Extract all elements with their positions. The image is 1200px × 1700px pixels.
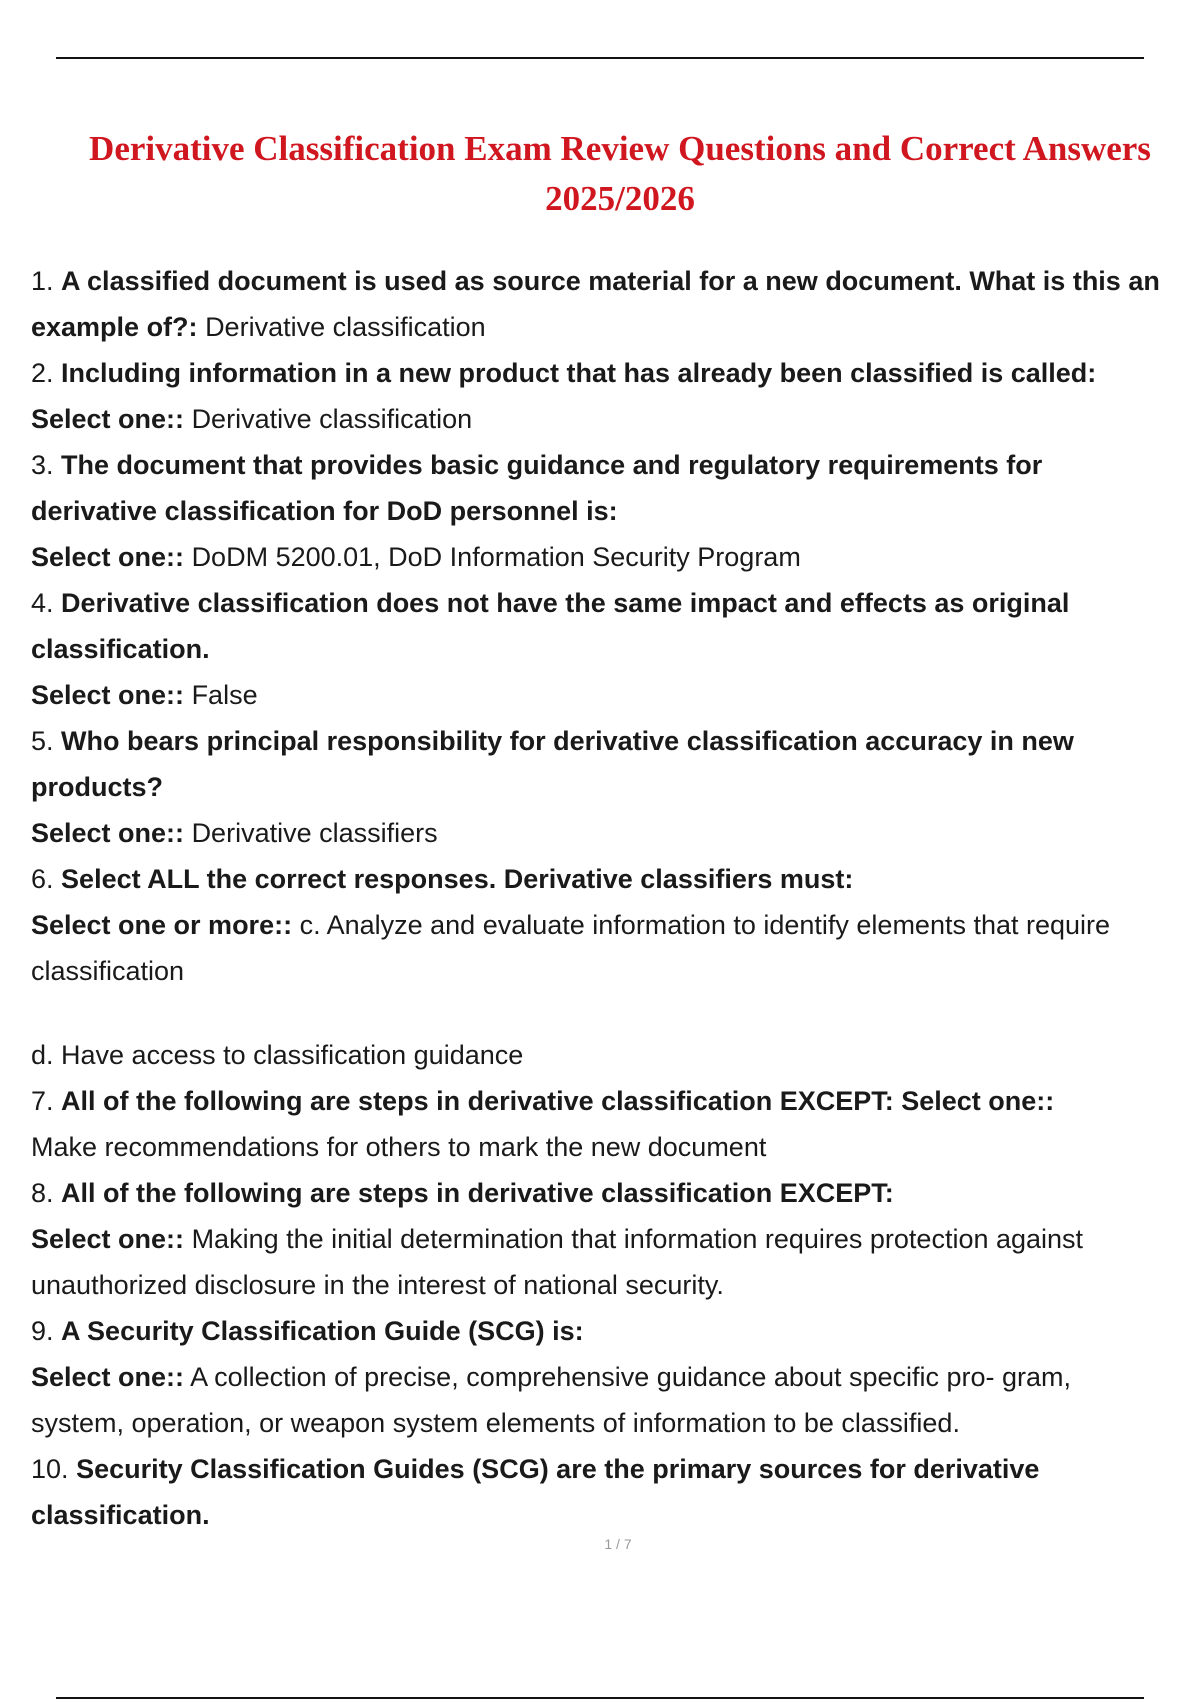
question-text: example of?: xyxy=(31,312,198,342)
answer-text: Derivative classification xyxy=(205,312,486,342)
question-text: products? xyxy=(31,772,163,802)
question-item xyxy=(31,1078,1171,1170)
question-number: 1. xyxy=(31,266,54,296)
question-text: All of the following are steps in derivative classification EXCEPT: xyxy=(61,1178,894,1208)
question-number: 2. xyxy=(31,358,54,388)
question-number: 5. xyxy=(31,726,54,756)
question-text: All of the following are steps in derivative classification EXCEPT: Select one:: xyxy=(61,1086,1055,1116)
answer-text: system, operation, or weapon system elements of information to be classified. xyxy=(31,1408,960,1438)
answer-text: A collection of precise, comprehensive guidance about specific pro- gram, xyxy=(190,1362,1072,1392)
question-text: A classified document is used as source material for a new document. What is this an xyxy=(61,266,1160,296)
answer-text: c. Analyze and evaluate information to identify elements that require xyxy=(299,910,1111,940)
answer-text: Making the initial determination that information requires protection against xyxy=(191,1224,1084,1254)
question-item xyxy=(31,718,1171,856)
title-line-1: Derivative Classification Exam Review Questions and Correct Answers xyxy=(89,129,1151,168)
question-number: 8. xyxy=(31,1178,54,1208)
question-number: 3. xyxy=(31,450,54,480)
question-item xyxy=(31,580,1171,718)
spacer xyxy=(31,994,1171,1032)
select-label: Select one or more:: xyxy=(31,910,293,940)
question-item xyxy=(31,442,1171,580)
answer-text: Derivative classifiers xyxy=(191,818,438,848)
question-item xyxy=(31,258,1171,350)
question-item xyxy=(31,1170,1171,1308)
question-item xyxy=(31,1446,1171,1538)
question-text: classification. xyxy=(31,1500,210,1530)
question-item xyxy=(31,350,1171,442)
select-label: Select one:: xyxy=(31,542,185,572)
question-number: 10. xyxy=(31,1454,69,1484)
answer-text: unauthorized disclosure in the interest of national security. xyxy=(31,1270,724,1300)
question-list xyxy=(31,258,1171,1538)
select-label: Select one:: xyxy=(31,680,185,710)
question-text: Derivative classification does not have the same impact and effects as original xyxy=(61,588,1070,618)
question-text: Select ALL the correct responses. Derivative classifiers must: xyxy=(61,864,854,894)
top-rule xyxy=(56,57,1144,59)
question-number: 4. xyxy=(31,588,54,618)
select-label: Select one:: xyxy=(31,818,185,848)
select-label: Select one:: xyxy=(31,1362,185,1392)
question-text: A Security Classification Guide (SCG) is: xyxy=(61,1316,584,1346)
question-text: The document that provides basic guidance and regulatory requirements for xyxy=(61,450,1043,480)
answer-text: DoDM 5200.01, DoD Information Security Program xyxy=(191,542,801,572)
question-text: Including information in a new product that has already been classified is called: xyxy=(61,358,1097,388)
question-item xyxy=(31,856,1171,1078)
select-label: Select one:: xyxy=(31,1224,185,1254)
question-number: 7. xyxy=(31,1086,54,1116)
title-line-2: 2025/2026 xyxy=(545,179,695,218)
document-title xyxy=(30,124,1200,224)
question-number: 6. xyxy=(31,864,54,894)
answer-text: d. Have access to classification guidance xyxy=(31,1040,524,1070)
answer-text: Make recommendations for others to mark the new document xyxy=(31,1132,767,1162)
bottom-rule xyxy=(56,1697,1144,1699)
question-text: Who bears principal responsibility for derivative classification accuracy in new xyxy=(61,726,1074,756)
question-number: 9. xyxy=(31,1316,54,1346)
question-item xyxy=(31,1308,1171,1446)
answer-text: Derivative classification xyxy=(191,404,473,434)
answer-text: classification xyxy=(31,956,185,986)
question-text: classification. xyxy=(31,634,210,664)
select-label: Select one:: xyxy=(31,404,185,434)
answer-text: False xyxy=(191,680,258,710)
question-text: Security Classification Guides (SCG) are the primary sources for derivative xyxy=(76,1454,1040,1484)
question-text: derivative classification for DoD personnel is: xyxy=(31,496,618,526)
page-number: 1 / 7 xyxy=(604,1536,632,1552)
